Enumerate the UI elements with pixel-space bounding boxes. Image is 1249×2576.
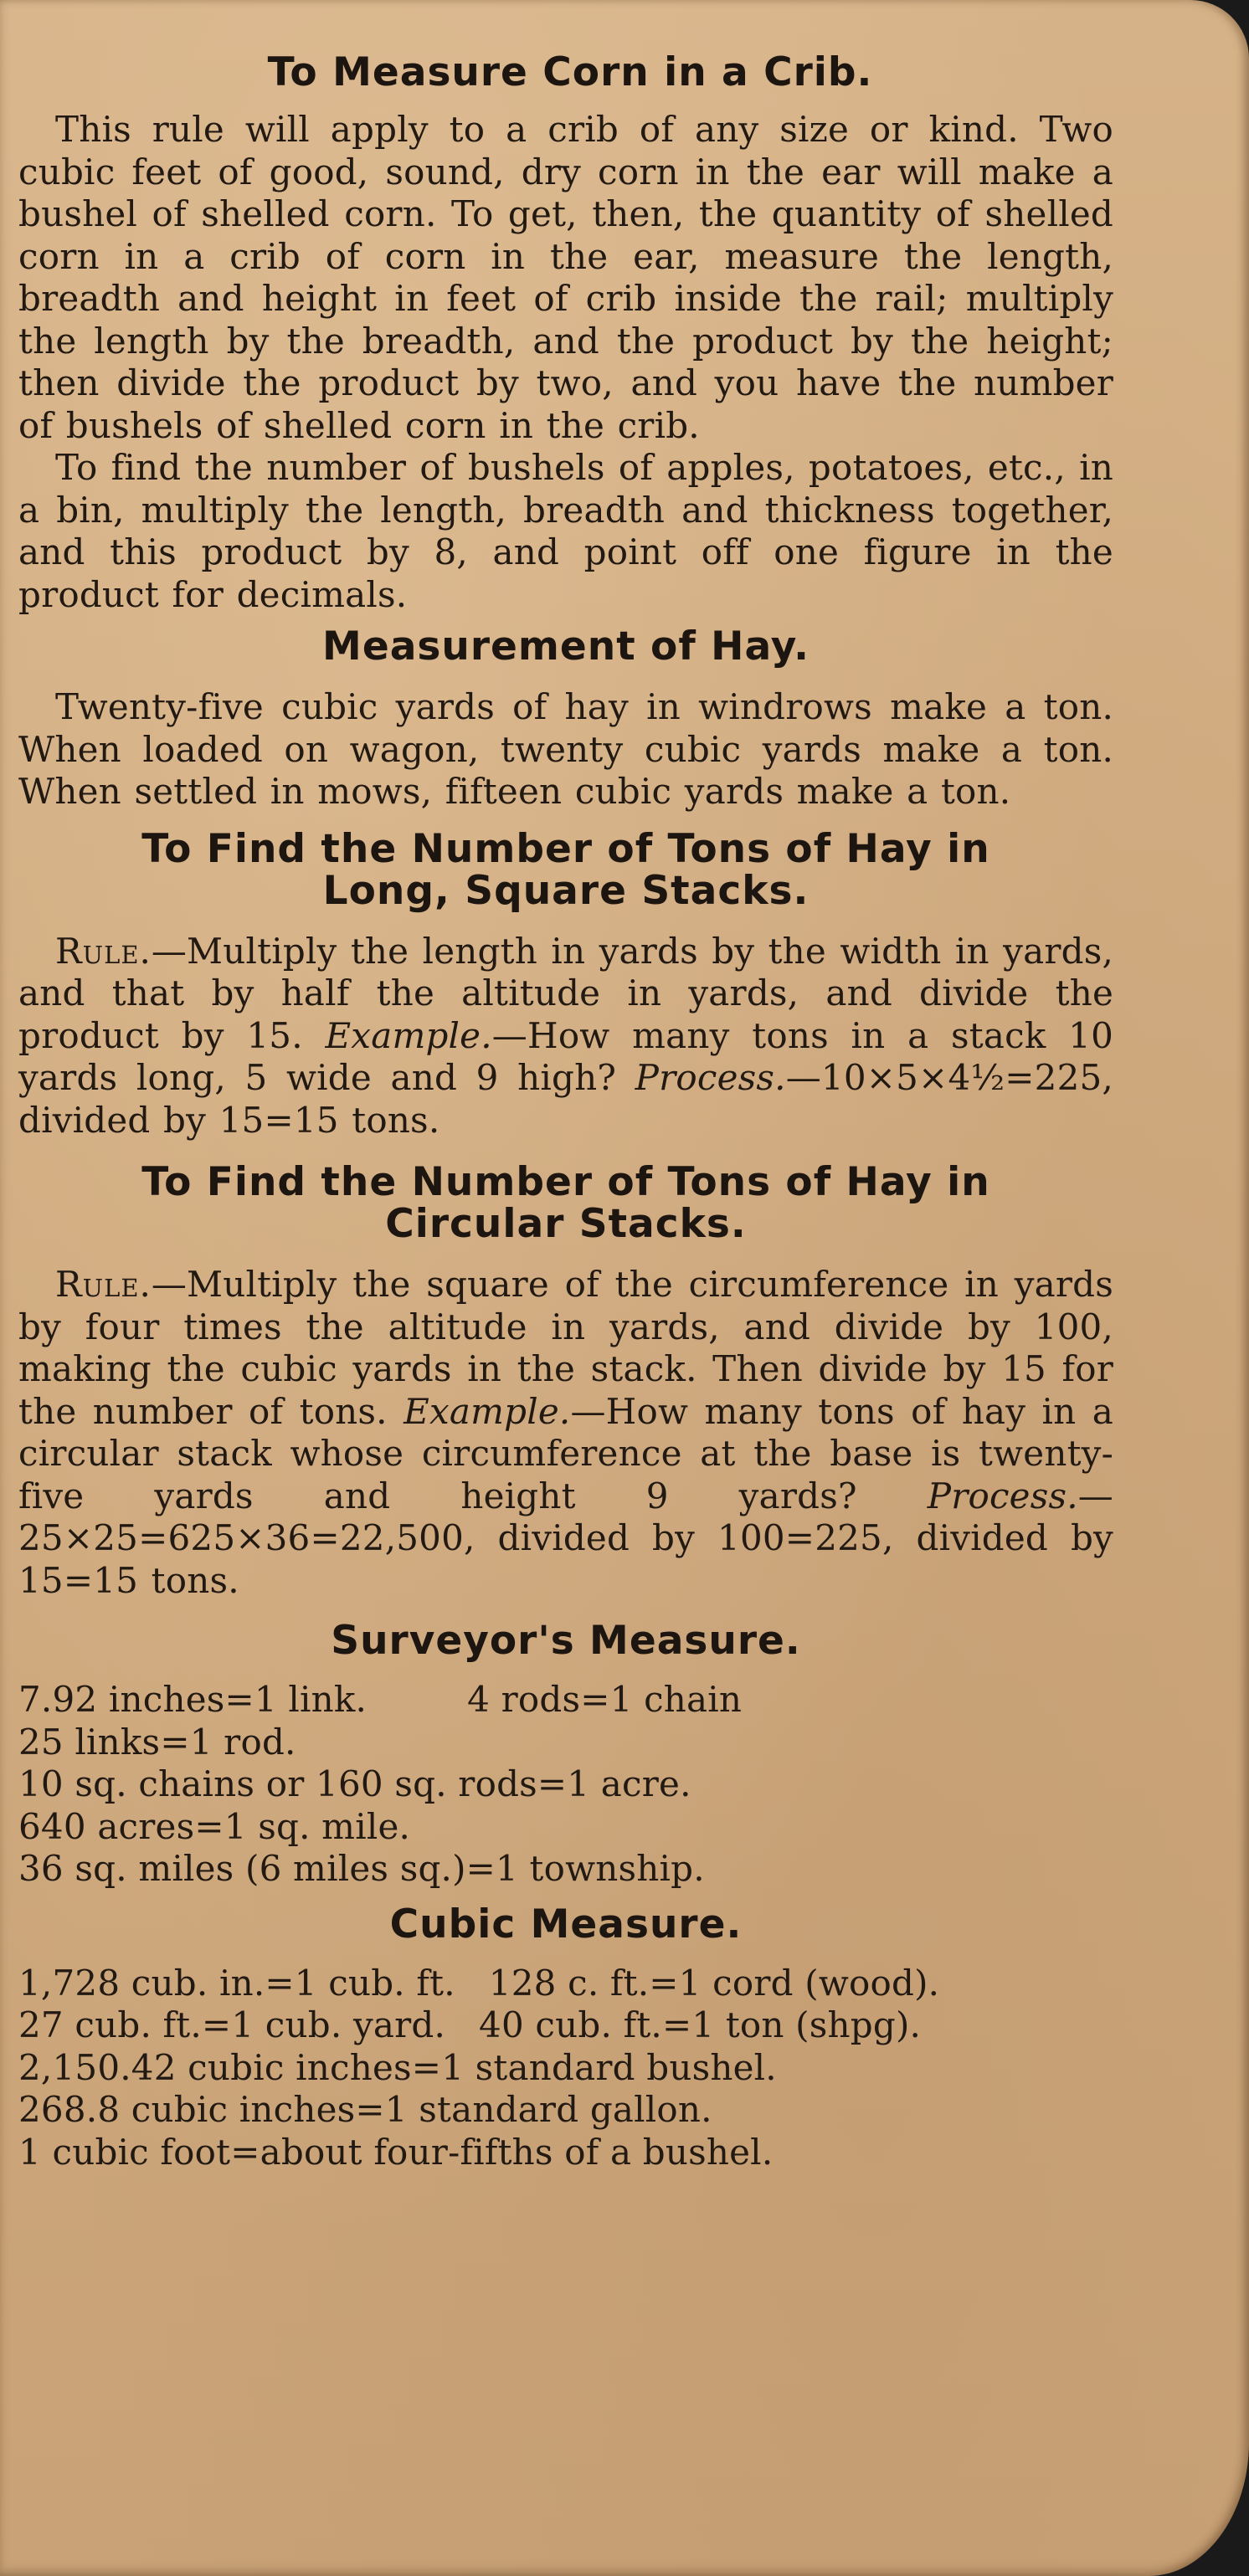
cubic-line-3: 2,150.42 cubic inches=1 standard bushel.	[18, 2046, 777, 2088]
example-text: —How many tons of hay in a circular stack whose circumference at the base is twenty-five yards and height 9 yards?	[18, 1390, 1113, 1516]
hay-paragraph	[18, 686, 1113, 813]
surveyor-line-1	[18, 1679, 1113, 1722]
long-stacks-heading-line-2: Long, Square Stacks.	[322, 867, 810, 914]
process-label: Process.	[927, 1475, 1078, 1516]
rule-label: Rule.	[55, 1264, 152, 1305]
long-stacks-heading	[18, 825, 1113, 914]
rule-text: —Multiply the length in yards by the width in yards, and that by half the altitude in yards, and divide the product by 15.	[18, 930, 1113, 1056]
surveyor-line-1b: 4 rods=1 chain	[467, 1679, 743, 1720]
cubic-line-2a: 27 cub. ft.=1 cub. yard.	[18, 2004, 446, 2045]
surveyor-line-5: 36 sq. miles (6 miles sq.)=1 township.	[18, 1848, 705, 1889]
crib-paragraph-2-text: To find the number of bushels of apples, potatoes, etc., in a bin, multiply the length, breadth and thickness together, and this product by 8, and point off one figure in the product for decimals.	[18, 447, 1113, 615]
cubic-line-1a: 1,728 cub. in.=1 cub. ft.	[18, 1962, 455, 2004]
cubic-line-1b: 128 c. ft.=1 cord (wood).	[488, 1962, 940, 2004]
long-stacks-heading-line-1: To Find the Number of Tons of Hay in	[141, 825, 990, 872]
surveyor-line-3: 10 sq. chains or 160 sq. rods=1 acre.	[18, 1763, 691, 1804]
surveyor-line-1a: 7.92 inches=1 link.	[18, 1679, 368, 1720]
long-stacks-paragraph	[18, 931, 1113, 1142]
example-label: Example.	[325, 1014, 492, 1056]
crib-paragraph-1-text: This rule will apply to a crib of any size or kind. Two cubic feet of good, sound, dry corn in the ear will make a bushel of shelled corn. To get, then, the quantity of shelled corn in a crib of corn in the ear, measure the length, breadth and height in feet of crib inside the rail; multiply the length by the breadth, and the product by the height; then divide the product by two, and you have the number of bushels of shelled corn in the crib.	[18, 109, 1113, 446]
hay-paragraph-text: Twenty-five cubic yards of hay in windrows make a ton. When loaded on wagon, twenty cubic yards make a ton. When settled in mows, fifteen cubic yards make a ton.	[18, 686, 1113, 812]
cubic-table	[18, 1963, 1113, 2174]
crib-paragraph-1	[18, 109, 1113, 447]
rule-label: Rule.	[55, 930, 152, 972]
surveyor-heading: Surveyor's Measure.	[331, 1618, 801, 1664]
cubic-line-2b: 40 cub. ft.=1 ton (shpg).	[479, 2004, 922, 2045]
crib-heading: To Measure Corn in a Crib.	[267, 49, 873, 95]
surveyor-line-2: 25 links=1 rod.	[18, 1721, 296, 1763]
rule-text: —Multiply the square of the circumference in yards by four times the altitude in yards, and divide by 100, making the cubic yards in the stack. Then divide by 15 for the number of tons.	[18, 1264, 1113, 1432]
cubic-line-2	[18, 2004, 1113, 2047]
cubic-line-1	[18, 1963, 1113, 2005]
crib-paragraph-2	[18, 447, 1113, 616]
surveyor-line-4: 640 acres=1 sq. mile.	[18, 1805, 411, 1847]
process-text: —25×25=625×36=22,500, divided by 100=225, divided by 15=15 tons.	[18, 1475, 1113, 1601]
process-label: Process.	[635, 1057, 786, 1098]
example-text: —How many tons in a stack 10 yards long, 5 wide and 9 high?	[18, 1014, 1113, 1098]
process-text: —10×5×4½=225, divided by 15=15 tons.	[18, 1057, 1113, 1141]
example-label: Example.	[403, 1390, 571, 1432]
hay-heading: Measurement of Hay.	[322, 623, 810, 670]
surveyor-table	[18, 1679, 1113, 1891]
page-content	[18, 49, 1113, 2173]
circular-stacks-heading-line-2: Circular Stacks.	[385, 1201, 747, 1247]
cubic-line-5: 1 cubic foot=about four-fifths of a bushel.	[18, 2131, 774, 2173]
circular-stacks-paragraph	[18, 1264, 1113, 1602]
circular-stacks-heading-line-1: To Find the Number of Tons of Hay in	[141, 1159, 990, 1205]
circular-stacks-heading	[18, 1159, 1113, 1247]
cubic-heading: Cubic Measure.	[389, 1901, 743, 1947]
cubic-line-4: 268.8 cubic inches=1 standard gallon.	[18, 2089, 712, 2130]
